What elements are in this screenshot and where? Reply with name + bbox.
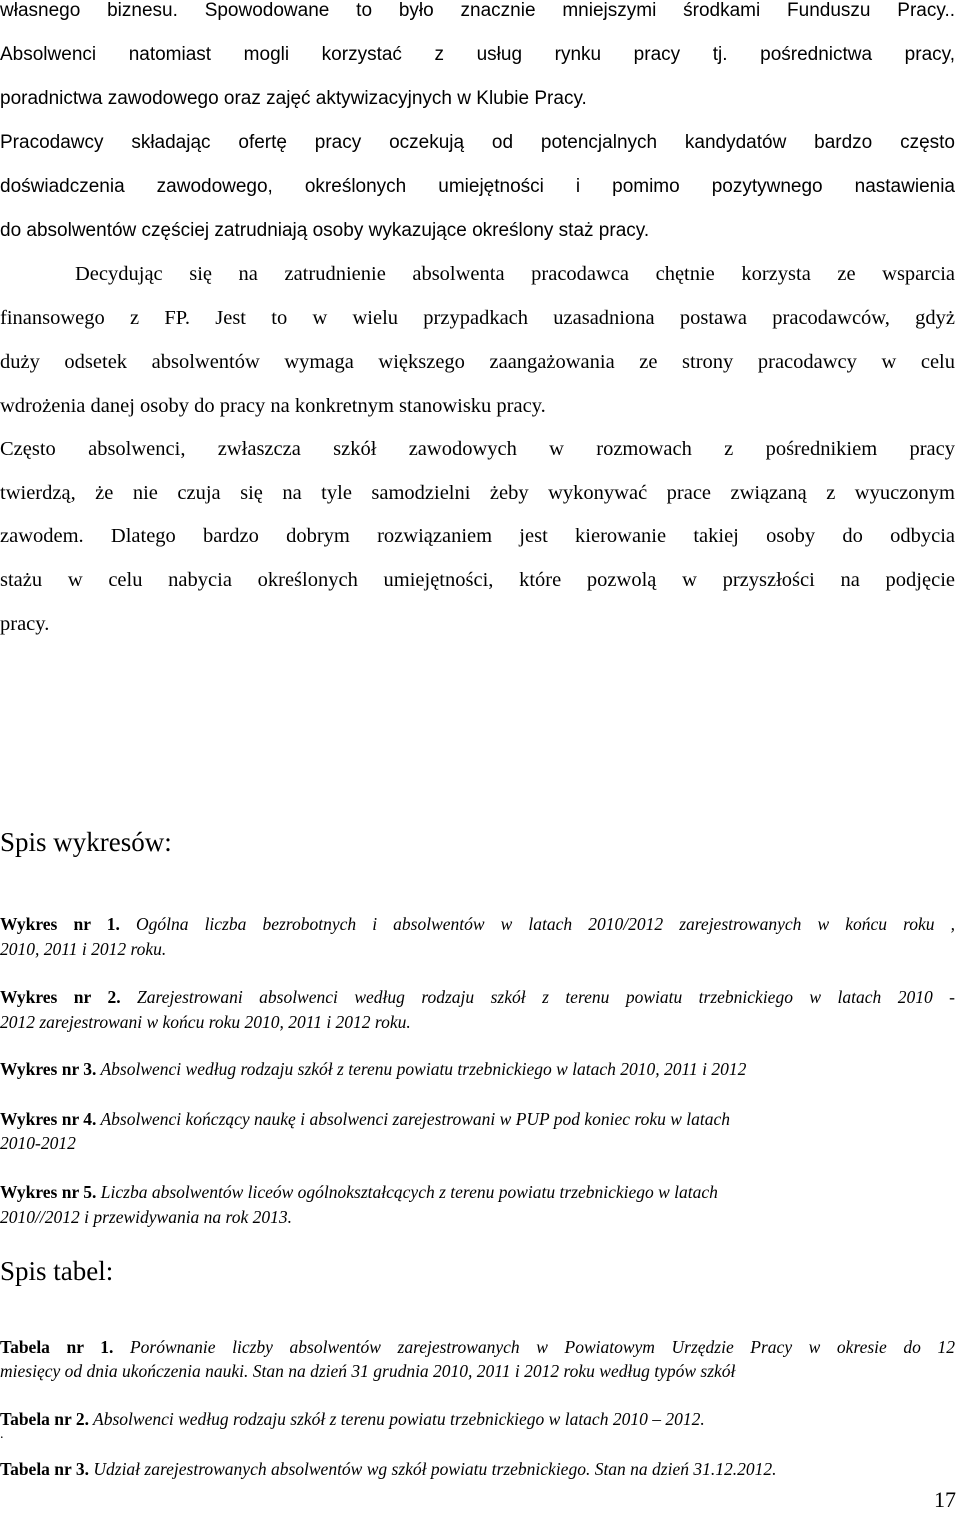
- body-line: stażu w celu nabycia określonych umiejętności, które pozwolą w przyszłości na podjęcie: [0, 569, 955, 591]
- chart-entry-title-cont: 2010-2012: [0, 1133, 76, 1153]
- chart-entry-4-line2: [0, 1131, 955, 1155]
- body-line: Absolwenci natomiast mogli korzystać z usług rynku pracy tj. pośrednictwa pracy,: [0, 44, 955, 65]
- chart-entry-title: Ogólna liczba bezrobotnych i absolwentów w latach 2010/2012 zarejestrowanych w końcu roku ,: [119, 914, 956, 934]
- chart-entry-1-line2: [0, 937, 955, 961]
- body-line: poradnictwa zawodowego oraz zajęć aktywizacyjnych w Klubie Pracy.: [0, 88, 587, 109]
- body-line: zawodem. Dlatego bardzo dobrym rozwiązaniem jest kierowanie takiej osoby do odbycia: [0, 525, 955, 547]
- body-line: Pracodawcy składając ofertę pracy oczekują od potencjalnych kandydatów bardzo często: [0, 132, 955, 153]
- body-line: Często absolwenci, zwłaszcza szkół zawodowych w rozmowach z pośrednikiem pracy: [0, 438, 955, 460]
- chart-entry-3-line1: [0, 1057, 955, 1081]
- chart-entry-label: Wykres nr 2.: [0, 987, 121, 1007]
- table-entry-title: Absolwenci według rodzaju szkół z terenu powiatu trzebnickiego w latach 2010 – 2012.: [89, 1409, 705, 1429]
- chart-entry-5-line2: [0, 1205, 955, 1229]
- body-line: duży odsetek absolwentów wymaga większego zaangażowania ze strony pracodawcy w celu: [0, 351, 955, 373]
- chart-entry-label: Wykres nr 5.: [0, 1182, 97, 1202]
- body-line: Decydując się na zatrudnienie absolwenta pracodawca chętnie korzysta ze wsparcia: [75, 263, 955, 285]
- table-entry-3-line1: [0, 1457, 955, 1481]
- chart-entry-2-line2: [0, 1010, 955, 1034]
- table-entry-label: Tabela nr 1.: [0, 1337, 114, 1357]
- body-line: doświadczenia zawodowego, określonych umiejętności i pomimo pozytywnego nastawienia: [0, 176, 955, 197]
- table-entry-1-line1: [0, 1335, 955, 1359]
- chart-entry-2-line1: [0, 985, 955, 1009]
- chart-entry-label: Wykres nr 1.: [0, 914, 120, 934]
- body-line: do absolwentów częściej zatrudniają osoby wykazujące określony staż pracy.: [0, 220, 650, 241]
- page-number: 17: [934, 1487, 956, 1512]
- chart-entry-4-line1: [0, 1107, 955, 1131]
- body-line: pracy.: [0, 613, 50, 635]
- charts-list-heading: Spis wykresów:: [0, 827, 172, 857]
- chart-entry-title: Absolwenci kończący naukę i absolwenci zarejestrowani w PUP pod koniec roku w latach: [96, 1109, 731, 1129]
- chart-entry-title-cont: 2010, 2011 i 2012 roku.: [0, 939, 167, 959]
- body-line: finansowego z FP. Jest to w wielu przypadkach uzasadniona postawa pracodawców, gdyż: [0, 307, 955, 329]
- chart-entry-1-line1: [0, 912, 955, 936]
- table-entry-label: Tabela nr 2.: [0, 1409, 89, 1429]
- body-line: wdrożenia danej osoby do pracy na konkretnym stanowisku pracy.: [0, 395, 546, 417]
- chart-entry-title: Liczba absolwentów liceów ogólnokształcących z terenu powiatu trzebnickiego w latach: [96, 1182, 718, 1202]
- stray-mark: .: [0, 1427, 4, 1442]
- table-entry-title: Porównanie liczby absolwentów zarejestrowanych w Powiatowym Urzędzie Pracy w okresie do 12: [113, 1337, 955, 1357]
- table-entry-title: Udział zarejestrowanych absolwentów wg szkół powiatu trzebnickiego. Stan na dzień 31.12.2012.: [89, 1459, 777, 1479]
- tables-list-heading: Spis tabel:: [0, 1256, 114, 1286]
- chart-entry-title-cont: 2012 zarejestrowani w końcu roku 2010, 2011 i 2012 roku.: [0, 1012, 411, 1032]
- chart-entry-label: Wykres nr 4.: [0, 1109, 97, 1129]
- table-entry-title-cont: miesięcy od dnia ukończenia nauki. Stan na dzień 31 grudnia 2010, 2011 i 2012 roku według typów szkół: [0, 1361, 736, 1381]
- table-entry-2-line1: [0, 1407, 955, 1431]
- chart-entry-title: Absolwenci według rodzaju szkół z terenu powiatu trzebnickiego w latach 2010, 2011 i 2012: [96, 1059, 747, 1079]
- chart-entry-5-line1: [0, 1180, 955, 1204]
- chart-entry-title: Zarejestrowani absolwenci według rodzaju szkół z terenu powiatu trzebnickiego w latach 2010 -: [120, 987, 955, 1007]
- table-entry-1-line2: [0, 1359, 955, 1383]
- chart-entry-title-cont: 2010//2012 i przewidywania na rok 2013.: [0, 1207, 292, 1227]
- table-entry-label: Tabela nr 3.: [0, 1459, 89, 1479]
- body-line: twierdzą, że nie czuja się na tyle samodzielni żeby wykonywać prace związaną z wyuczonym: [0, 482, 955, 504]
- body-line: własnego biznesu. Spowodowane to było znacznie mniejszymi środkami Funduszu Pracy..: [0, 0, 955, 21]
- chart-entry-label: Wykres nr 3.: [0, 1059, 97, 1079]
